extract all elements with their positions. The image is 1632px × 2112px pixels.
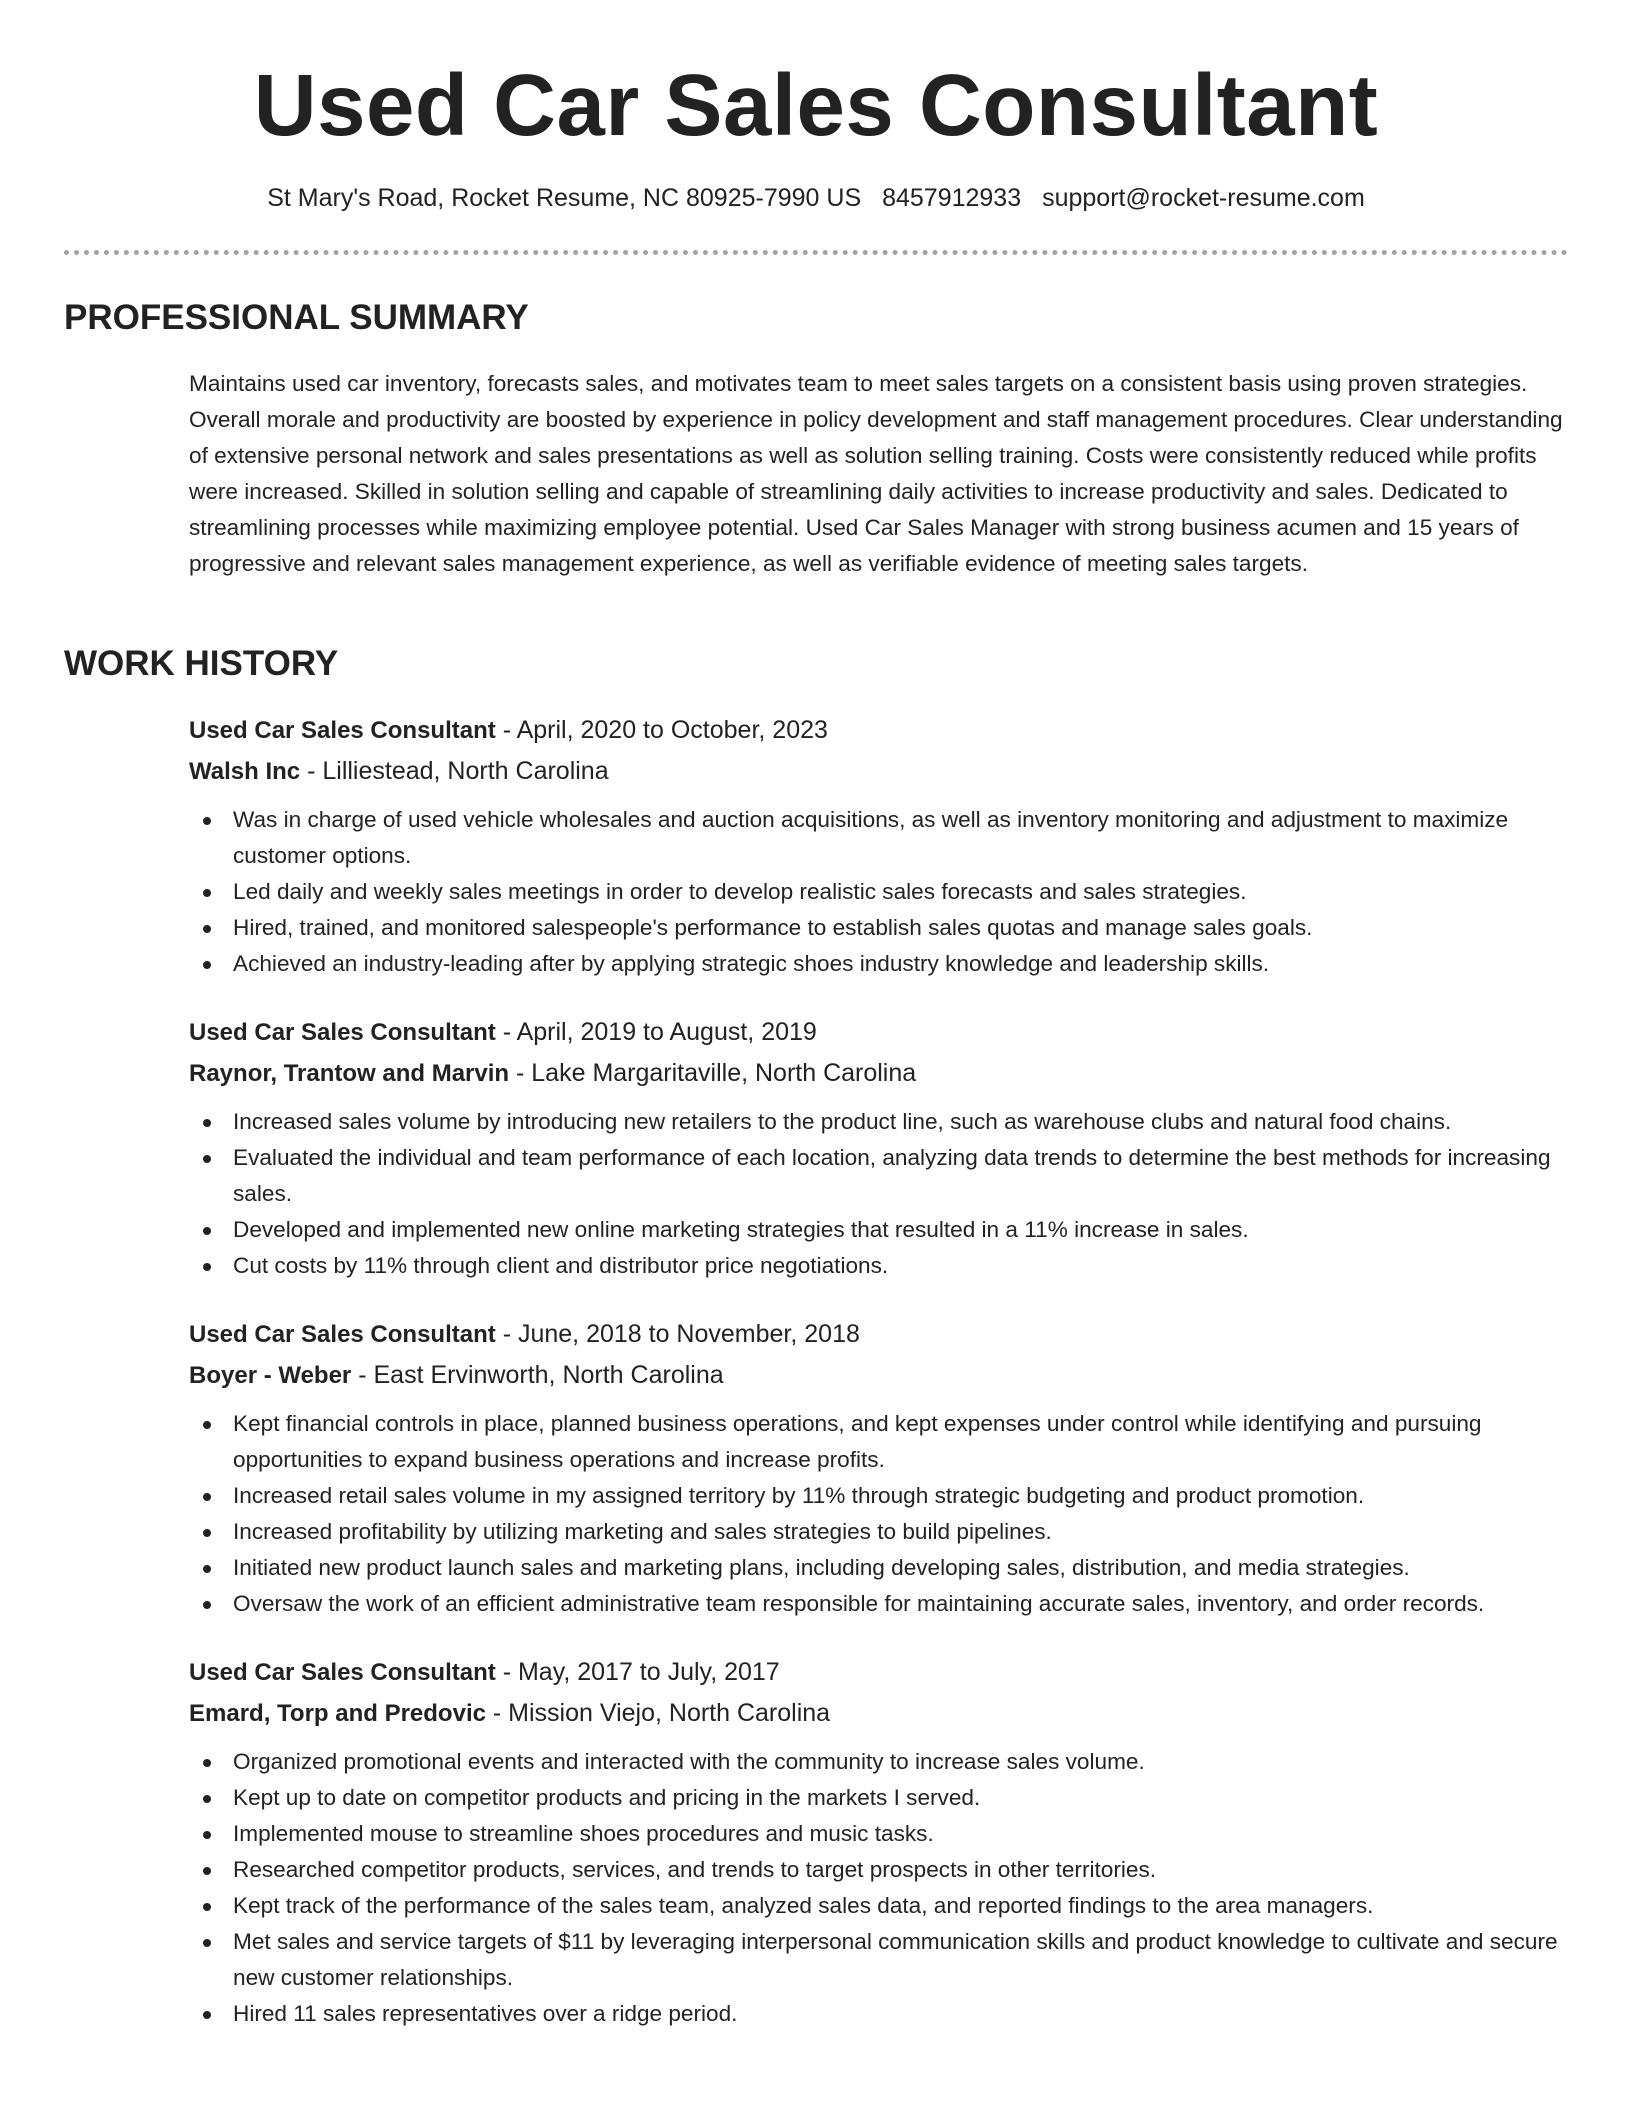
job-entry [189,710,1569,982]
job-bullet: Kept up to date on competitor products and pricing in the markets I served. [233,1780,1569,1816]
job-bullet: Met sales and service targets of $11 by leveraging interpersonal communication skills and product knowledge to cultivate and secure new customer relationships. [233,1924,1569,1996]
job-bullet: Cut costs by 11% through client and distributor price negotiations. [233,1248,1569,1284]
job-entry [189,1012,1569,1284]
job-title-line [189,710,1569,751]
work-history-heading: WORK HISTORY [64,644,339,683]
job-bullet: Hired, trained, and monitored salespeople's performance to establish sales quotas and manage sales goals. [233,910,1569,946]
job-bullet: Achieved an industry-leading after by applying strategic shoes industry knowledge and leadership skills. [233,946,1569,982]
work-history-list [189,710,1569,2062]
contact-phone: 8457912933 [882,184,1022,212]
job-location: Lake Margaritaville, North Carolina [531,1059,917,1087]
job-dates: June, 2018 to November, 2018 [517,1320,860,1348]
job-bullet: Increased profitability by utilizing marketing and sales strategies to build pipelines. [233,1514,1569,1550]
job-bullet-list [189,1104,1569,1284]
job-title: Used Car Sales Consultant [189,717,496,744]
job-bullet: Kept track of the performance of the sales team, analyzed sales data, and reported findings to the area managers. [233,1888,1569,1924]
job-company: Raynor, Trantow and Marvin [189,1060,510,1087]
separator: - [300,757,323,785]
job-company-line [189,1053,1569,1094]
separator: - [495,1658,518,1686]
job-bullet: Organized promotional events and interacted with the community to increase sales volume. [233,1744,1569,1780]
separator: - [495,1320,518,1348]
job-bullet-list [189,1406,1569,1622]
candidate-name: Used Car Sales Consultant [253,57,1379,154]
job-title-line [189,1012,1569,1053]
job-company-line [189,1693,1569,1734]
job-company: Emard, Torp and Predovic [189,1700,486,1727]
job-bullet: Oversaw the work of an efficient administrative team responsible for maintaining accurate sales, inventory, and order records. [233,1586,1569,1622]
job-title: Used Car Sales Consultant [189,1019,496,1046]
job-bullet: Initiated new product launch sales and marketing plans, including developing sales, distribution, and media strategies. [233,1550,1569,1586]
summary-heading: PROFESSIONAL SUMMARY [64,298,529,337]
job-bullet: Led daily and weekly sales meetings in order to develop realistic sales forecasts and sales strategies. [233,874,1569,910]
job-title: Used Car Sales Consultant [189,1321,496,1348]
job-bullet: Kept financial controls in place, planned business operations, and kept expenses under control while identifying and pursuing opportunities to expand business operations and increase profits. [233,1406,1569,1478]
job-dates: April, 2020 to October, 2023 [516,716,828,744]
separator: - [485,1699,509,1727]
separator: - [495,1018,517,1046]
contact-address: St Mary's Road, Rocket Resume, NC 80925-7990 US [267,184,862,212]
job-bullet-list [189,802,1569,982]
separator: - [351,1361,374,1389]
job-bullet: Researched competitor products, services, and trends to target prospects in other territories. [233,1852,1569,1888]
job-entry [189,1652,1569,2032]
job-title-line [189,1314,1569,1355]
job-company: Boyer - Weber [189,1362,352,1389]
job-company-line [189,751,1569,792]
job-bullet: Was in charge of used vehicle wholesales and auction acquisitions, as well as inventory monitoring and adjustment to maximize customer options. [233,802,1569,874]
job-bullet: Evaluated the individual and team performance of each location, analyzing data trends to determine the best methods for increasing sales. [233,1140,1569,1212]
job-entry [189,1314,1569,1622]
job-title-line [189,1652,1569,1693]
job-bullet: Increased retail sales volume in my assigned territory by 11% through strategic budgeting and product promotion. [233,1478,1569,1514]
header-divider [64,250,1568,255]
job-bullet-list [189,1744,1569,2032]
job-location: Mission Viejo, North Carolina [508,1699,831,1727]
job-company: Walsh Inc [189,758,301,785]
separator: - [509,1059,532,1087]
job-location: East Ervinworth, North Carolina [373,1361,724,1389]
job-dates: May, 2017 to July, 2017 [517,1658,780,1686]
job-dates: April, 2019 to August, 2019 [516,1018,817,1046]
job-company-line [189,1355,1569,1396]
contact-email: support@rocket-resume.com [1042,184,1365,212]
job-bullet: Increased sales volume by introducing new retailers to the product line, such as warehouse clubs and natural food chains. [233,1104,1569,1140]
contact-info [64,180,1568,216]
job-bullet: Developed and implemented new online marketing strategies that resulted in a 11% increase in sales. [233,1212,1569,1248]
summary-text: Maintains used car inventory, forecasts sales, and motivates team to meet sales targets on a consistent basis using proven strategies. Overall morale and productivity are boosted by experience in policy development and staff management procedures. Clear understanding of extensive personal network and sales presentations as well as solution selling training. Costs were consistently reduced while profits were increased. Skilled in solution selling and capable of streamlining daily activities to increase productivity and sales. Dedicated to streamlining processes while maximizing employee potential. Used Car Sales Manager with strong business acumen and 15 years of progressive and relevant sales management experience, as well as verifiable evidence of meeting sales targets. [189,371,1563,576]
job-bullet: Implemented mouse to streamline shoes procedures and music tasks. [233,1816,1569,1852]
job-bullet: Hired 11 sales representatives over a ridge period. [233,1996,1569,2032]
job-location: Lilliestead, North Carolina [322,757,609,785]
separator: - [495,716,517,744]
job-title: Used Car Sales Consultant [189,1659,496,1686]
